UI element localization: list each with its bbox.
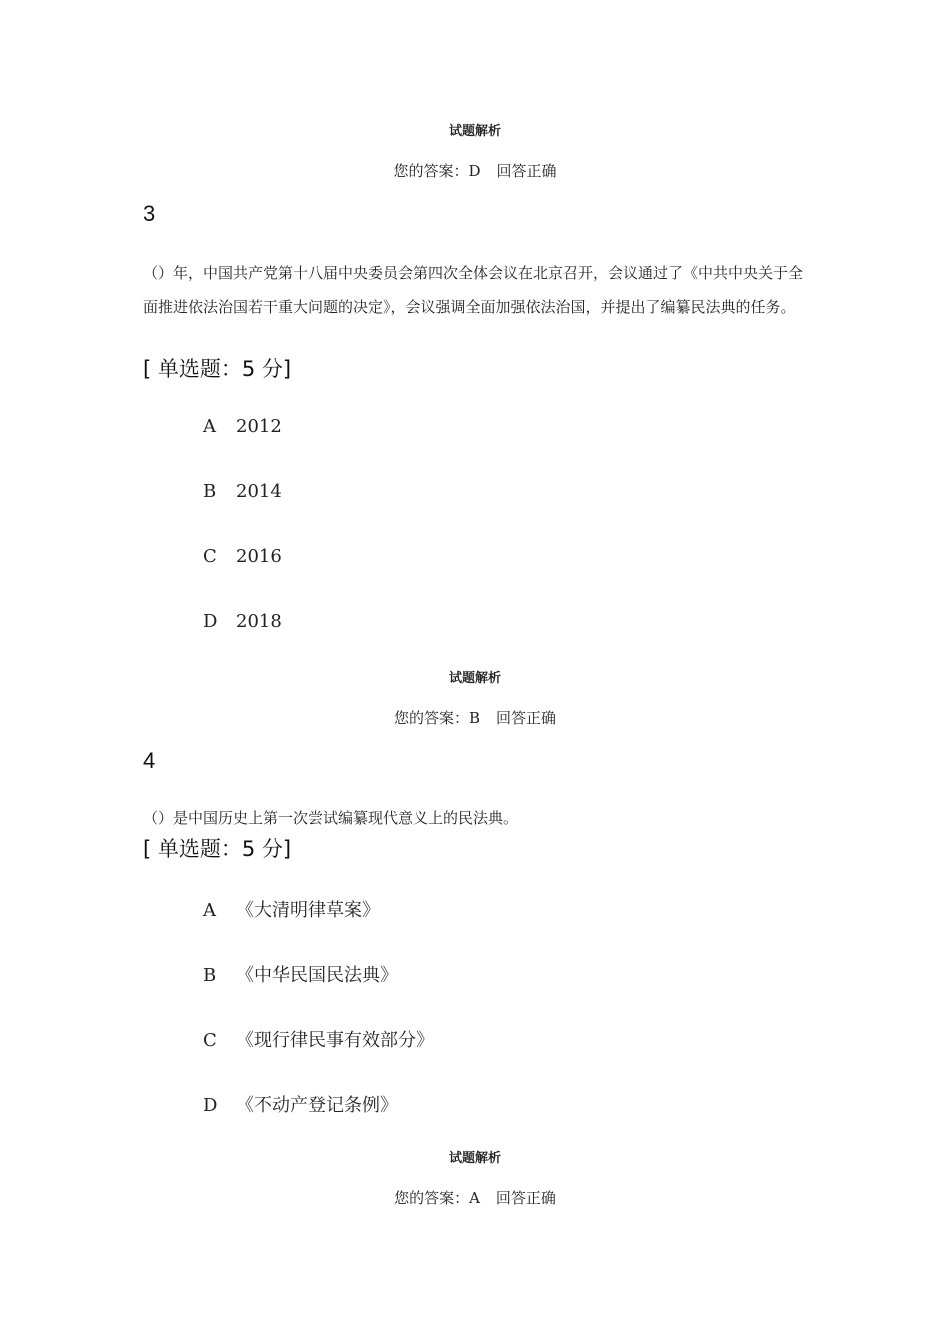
option-letter: B [203, 965, 217, 986]
analysis-heading: 试题解析 [448, 124, 501, 139]
question-type: [ 单选题：5 分] [143, 837, 292, 861]
option-d[interactable] [203, 1091, 398, 1117]
option-text: 《大清明律草案》 [236, 900, 380, 921]
option-b[interactable] [203, 481, 282, 502]
question-number: 4 [143, 748, 156, 773]
option-b[interactable] [203, 961, 398, 987]
option-letter: D [203, 611, 218, 632]
option-letter: C [203, 1030, 217, 1051]
question-text: （）是中国历史上第一次尝试编纂现代意义上的民法典。 [143, 809, 519, 827]
answer-result: 回答正确 [495, 1189, 556, 1207]
option-text: 《不动产登记条例》 [236, 1095, 398, 1116]
option-letter: A [203, 416, 216, 437]
option-letter: B [203, 481, 217, 502]
option-text: 2014 [236, 481, 282, 502]
option-text: 2018 [236, 611, 282, 632]
option-d[interactable] [203, 611, 282, 632]
your-answer: 您的答案：B [393, 709, 480, 727]
option-text: 《现行律民事有效部分》 [236, 1030, 434, 1051]
question-text: （）年，中国共产党第十八届中央委员会第四次全体会议在北京召开，会议通过了《中共中央关于全面推进依法治国若干重大问题的决定》，会议强调全面加强依法治国，并提出了编纂民法典的任务。 [143, 264, 804, 316]
option-letter: C [203, 546, 217, 567]
option-c[interactable] [203, 1026, 434, 1052]
your-answer: 您的答案：D [393, 162, 481, 180]
your-answer-line [0, 1187, 950, 1208]
question-number: 3 [143, 201, 156, 226]
option-text: 2016 [236, 546, 282, 567]
answer-result: 回答正确 [496, 162, 557, 180]
option-a[interactable] [203, 416, 282, 437]
question-type: [ 单选题：5 分] [143, 357, 292, 381]
your-answer: 您的答案：A [394, 1189, 480, 1207]
answer-result: 回答正确 [496, 709, 557, 727]
option-text: 2012 [236, 416, 282, 437]
option-c[interactable] [203, 546, 282, 567]
option-a[interactable] [203, 896, 380, 922]
option-text: 《中华民国民法典》 [236, 965, 398, 986]
analysis-heading: 试题解析 [448, 1151, 501, 1166]
option-letter: D [203, 1095, 218, 1116]
your-answer-line [0, 707, 950, 728]
analysis-heading: 试题解析 [448, 671, 501, 686]
option-letter: A [203, 900, 216, 921]
your-answer-line [0, 160, 950, 181]
